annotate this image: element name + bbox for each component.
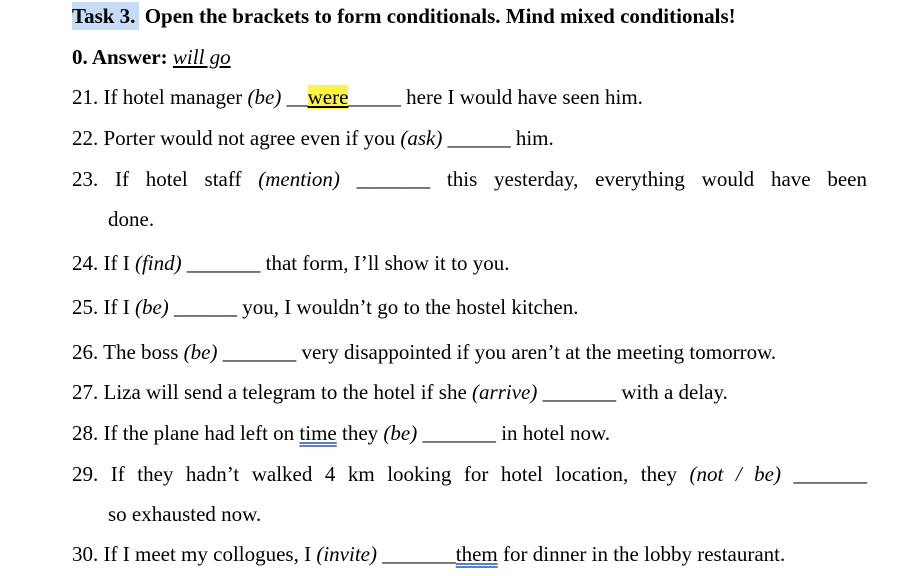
item-text: very disappointed if you aren’t at the meeting tomorrow. (296, 340, 777, 364)
item-number: 29. (72, 462, 111, 486)
item-number: 21. (72, 85, 104, 109)
item-number: 24. (72, 251, 104, 275)
answer-blank[interactable]: _______ (217, 340, 297, 364)
exercise-item-21 (72, 84, 643, 110)
answer-blank[interactable]: ______ (168, 295, 238, 319)
item-text: If I (103, 295, 135, 319)
item-text: If I (103, 251, 135, 275)
item-number: 26. (72, 340, 104, 364)
example-label: 0. Answer: (72, 45, 168, 69)
exercise-item-23 (72, 166, 867, 192)
answer-blank[interactable]: _______ (377, 542, 456, 566)
item-number: 23. (72, 167, 116, 191)
item-text: If the plane had left on (103, 421, 300, 445)
item-text: Porter would not agree even if you (103, 126, 401, 150)
item-number: 25. (72, 295, 104, 319)
verb-hint: (be) (247, 85, 282, 109)
exercise-item-24 (72, 250, 509, 276)
item-text: for dinner in the lobby restaurant. (497, 542, 786, 566)
item-text: that form, I’ll show it to you. (260, 251, 510, 275)
task-instruction: Open the brackets to form conditionals. Mind mixed conditionals! (144, 4, 736, 28)
answer-blank[interactable]: _______ (339, 167, 431, 191)
verb-hint: (be) (134, 295, 169, 319)
item-text: you, I wouldn’t go to the hostel kitchen. (237, 295, 579, 319)
item-text: If I meet my collogues, I (103, 542, 317, 566)
item-text: If hotel staff (115, 167, 259, 191)
task-heading (72, 3, 736, 29)
verb-hint: (invite) (316, 542, 377, 566)
exercise-item-22 (72, 125, 554, 151)
exercise-item-23-continuation: done. (108, 207, 155, 231)
item-text: in hotel now. (495, 421, 611, 445)
item-number: 28. (72, 421, 104, 445)
exercise-item-25 (72, 294, 578, 320)
item-text: him. (510, 126, 554, 150)
item-text: this yesterday, everything would have been (430, 167, 867, 191)
verb-hint: (not / be) (689, 462, 781, 486)
item-number: 22. (72, 126, 104, 150)
answer-blank[interactable]: _____ (348, 85, 401, 109)
item-text: The boss (103, 340, 184, 364)
answer-blank[interactable]: _______ (780, 462, 867, 486)
example-answer: will go (172, 45, 231, 69)
proofing-marked-word: them (455, 542, 498, 566)
answer-blank[interactable]: _______ (181, 251, 261, 275)
verb-hint: (mention) (258, 167, 340, 191)
exercise-item-27 (72, 379, 728, 405)
verb-hint: (find) (134, 251, 182, 275)
answer-blank[interactable]: __ (281, 85, 308, 109)
item-number: 30. (72, 542, 104, 566)
answer-blank[interactable]: _______ (537, 380, 617, 404)
exercise-item-29 (72, 461, 867, 487)
filled-answer[interactable]: were (307, 85, 349, 109)
item-text: with a delay. (616, 380, 728, 404)
verb-hint: (be) (183, 340, 218, 364)
exercise-item-30 (72, 541, 785, 567)
exercise-item-28 (72, 420, 610, 446)
exercise-item-29-continuation: so exhausted now. (108, 502, 262, 526)
item-text: Liza will send a telegram to the hotel if she (103, 380, 473, 404)
answer-blank[interactable]: _______ (417, 421, 496, 445)
example-line (72, 44, 231, 70)
proofing-marked-word: time (299, 421, 337, 445)
verb-hint: (ask) (400, 126, 443, 150)
verb-hint: (be) (383, 421, 418, 445)
task-label: Task 3. (72, 2, 139, 30)
item-text: here I would have seen him. (400, 85, 643, 109)
item-text: they (336, 421, 384, 445)
item-number: 27. (72, 380, 104, 404)
exercise-item-26 (72, 339, 776, 365)
verb-hint: (arrive) (472, 380, 538, 404)
answer-blank[interactable]: ______ (442, 126, 511, 150)
item-text: If hotel manager (103, 85, 248, 109)
item-text: If they hadn’t walked 4 km looking for hotel location, they (110, 462, 690, 486)
